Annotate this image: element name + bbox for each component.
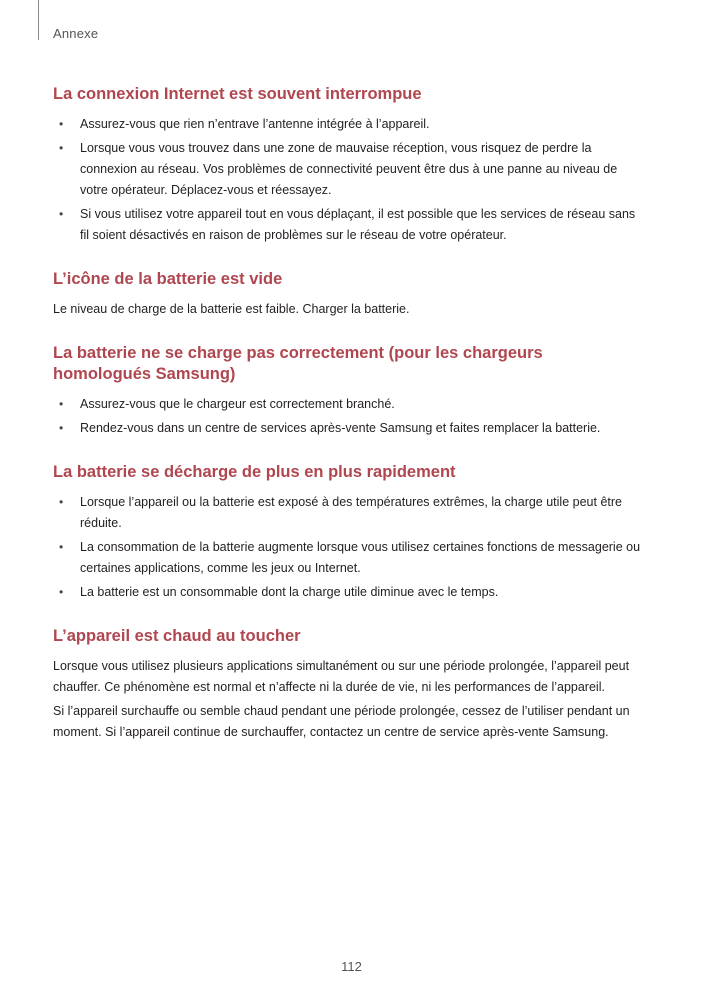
paragraph: Le niveau de charge de la batterie est faible. Charger la batterie. (53, 302, 410, 316)
section-battery-icon-empty (53, 269, 643, 320)
list-item (53, 394, 643, 415)
bullet-icon: • (59, 495, 64, 509)
section-battery-not-charging (53, 343, 643, 439)
bullet-icon: • (59, 117, 64, 131)
list-item (53, 418, 643, 439)
list-item-text: La consommation de la batterie augmente lorsque vous utilisez certaines fonctions de messagerie ou certaines applications, comme les jeux ou Internet. (80, 540, 641, 575)
list-item-text: Si vous utilisez votre appareil tout en vous déplaçant, il est possible que les services de réseau sans fil soient désactivés en raison de problèmes sur le réseau de votre opérateur. (80, 207, 636, 242)
bullet-icon: • (59, 397, 64, 411)
list-item (53, 492, 643, 534)
list-item-text: Lorsque vous vous trouvez dans une zone de mauvaise réception, vous risquez de perdre la connexion au réseau. Vos problèmes de connectivité peuvent être dus à une panne au niveau de votre opérateur. Déplacez-vous et réessayez. (80, 141, 618, 197)
page-number: 112 (341, 959, 362, 974)
list-item-text: Assurez-vous que rien n’entrave l’antenne intégrée à l’appareil. (80, 117, 430, 131)
list-item-text: Assurez-vous que le chargeur est correctement branché. (80, 397, 395, 411)
bullet-icon: • (59, 540, 64, 554)
running-head: Annexe (53, 26, 99, 41)
list-item (53, 138, 643, 201)
document-body (53, 84, 643, 766)
section-title: La batterie ne se charge pas correctement (pour les chargeurs homologués Samsung) (53, 344, 543, 383)
section-title: L’icône de la batterie est vide (53, 270, 283, 288)
list-item (53, 582, 643, 603)
bullet-list (53, 114, 643, 246)
bullet-icon: • (59, 421, 64, 435)
paragraph: Lorsque vous utilisez plusieurs applications simultanément ou sur une période prolongée, l’appareil peut chauffer. Ce phénomène est normal et n’affecte ni la durée de vie, ni les performances de l’appareil. (53, 659, 630, 694)
list-item (53, 204, 643, 246)
list-item-text: Lorsque l’appareil ou la batterie est exposé à des températures extrêmes, la charge utile peut être réduite. (80, 495, 622, 530)
list-item-text: La batterie est un consommable dont la charge utile diminue avec le temps. (80, 585, 499, 599)
bullet-icon: • (59, 141, 64, 155)
section-title: La batterie se décharge de plus en plus rapidement (53, 463, 456, 481)
page-margin-rule (38, 0, 39, 40)
section-title: La connexion Internet est souvent interrompue (53, 85, 422, 103)
bullet-icon: • (59, 207, 64, 221)
section-internet-interrupted (53, 84, 643, 246)
bullet-list (53, 394, 643, 439)
bullet-icon: • (59, 585, 64, 599)
list-item (53, 537, 643, 579)
list-item-text: Rendez-vous dans un centre de services après-vente Samsung et faites remplacer la batterie. (80, 421, 601, 435)
section-device-hot (53, 626, 643, 743)
paragraph: Si l’appareil surchauffe ou semble chaud pendant une période prolongée, cessez de l’utiliser pendant un moment. Si l’appareil continue de surchauffer, contactez un centre de service après-vente Samsung. (53, 704, 630, 739)
bullet-list (53, 492, 643, 603)
section-title: L’appareil est chaud au toucher (53, 627, 301, 645)
section-battery-draining (53, 462, 643, 603)
list-item (53, 114, 643, 135)
